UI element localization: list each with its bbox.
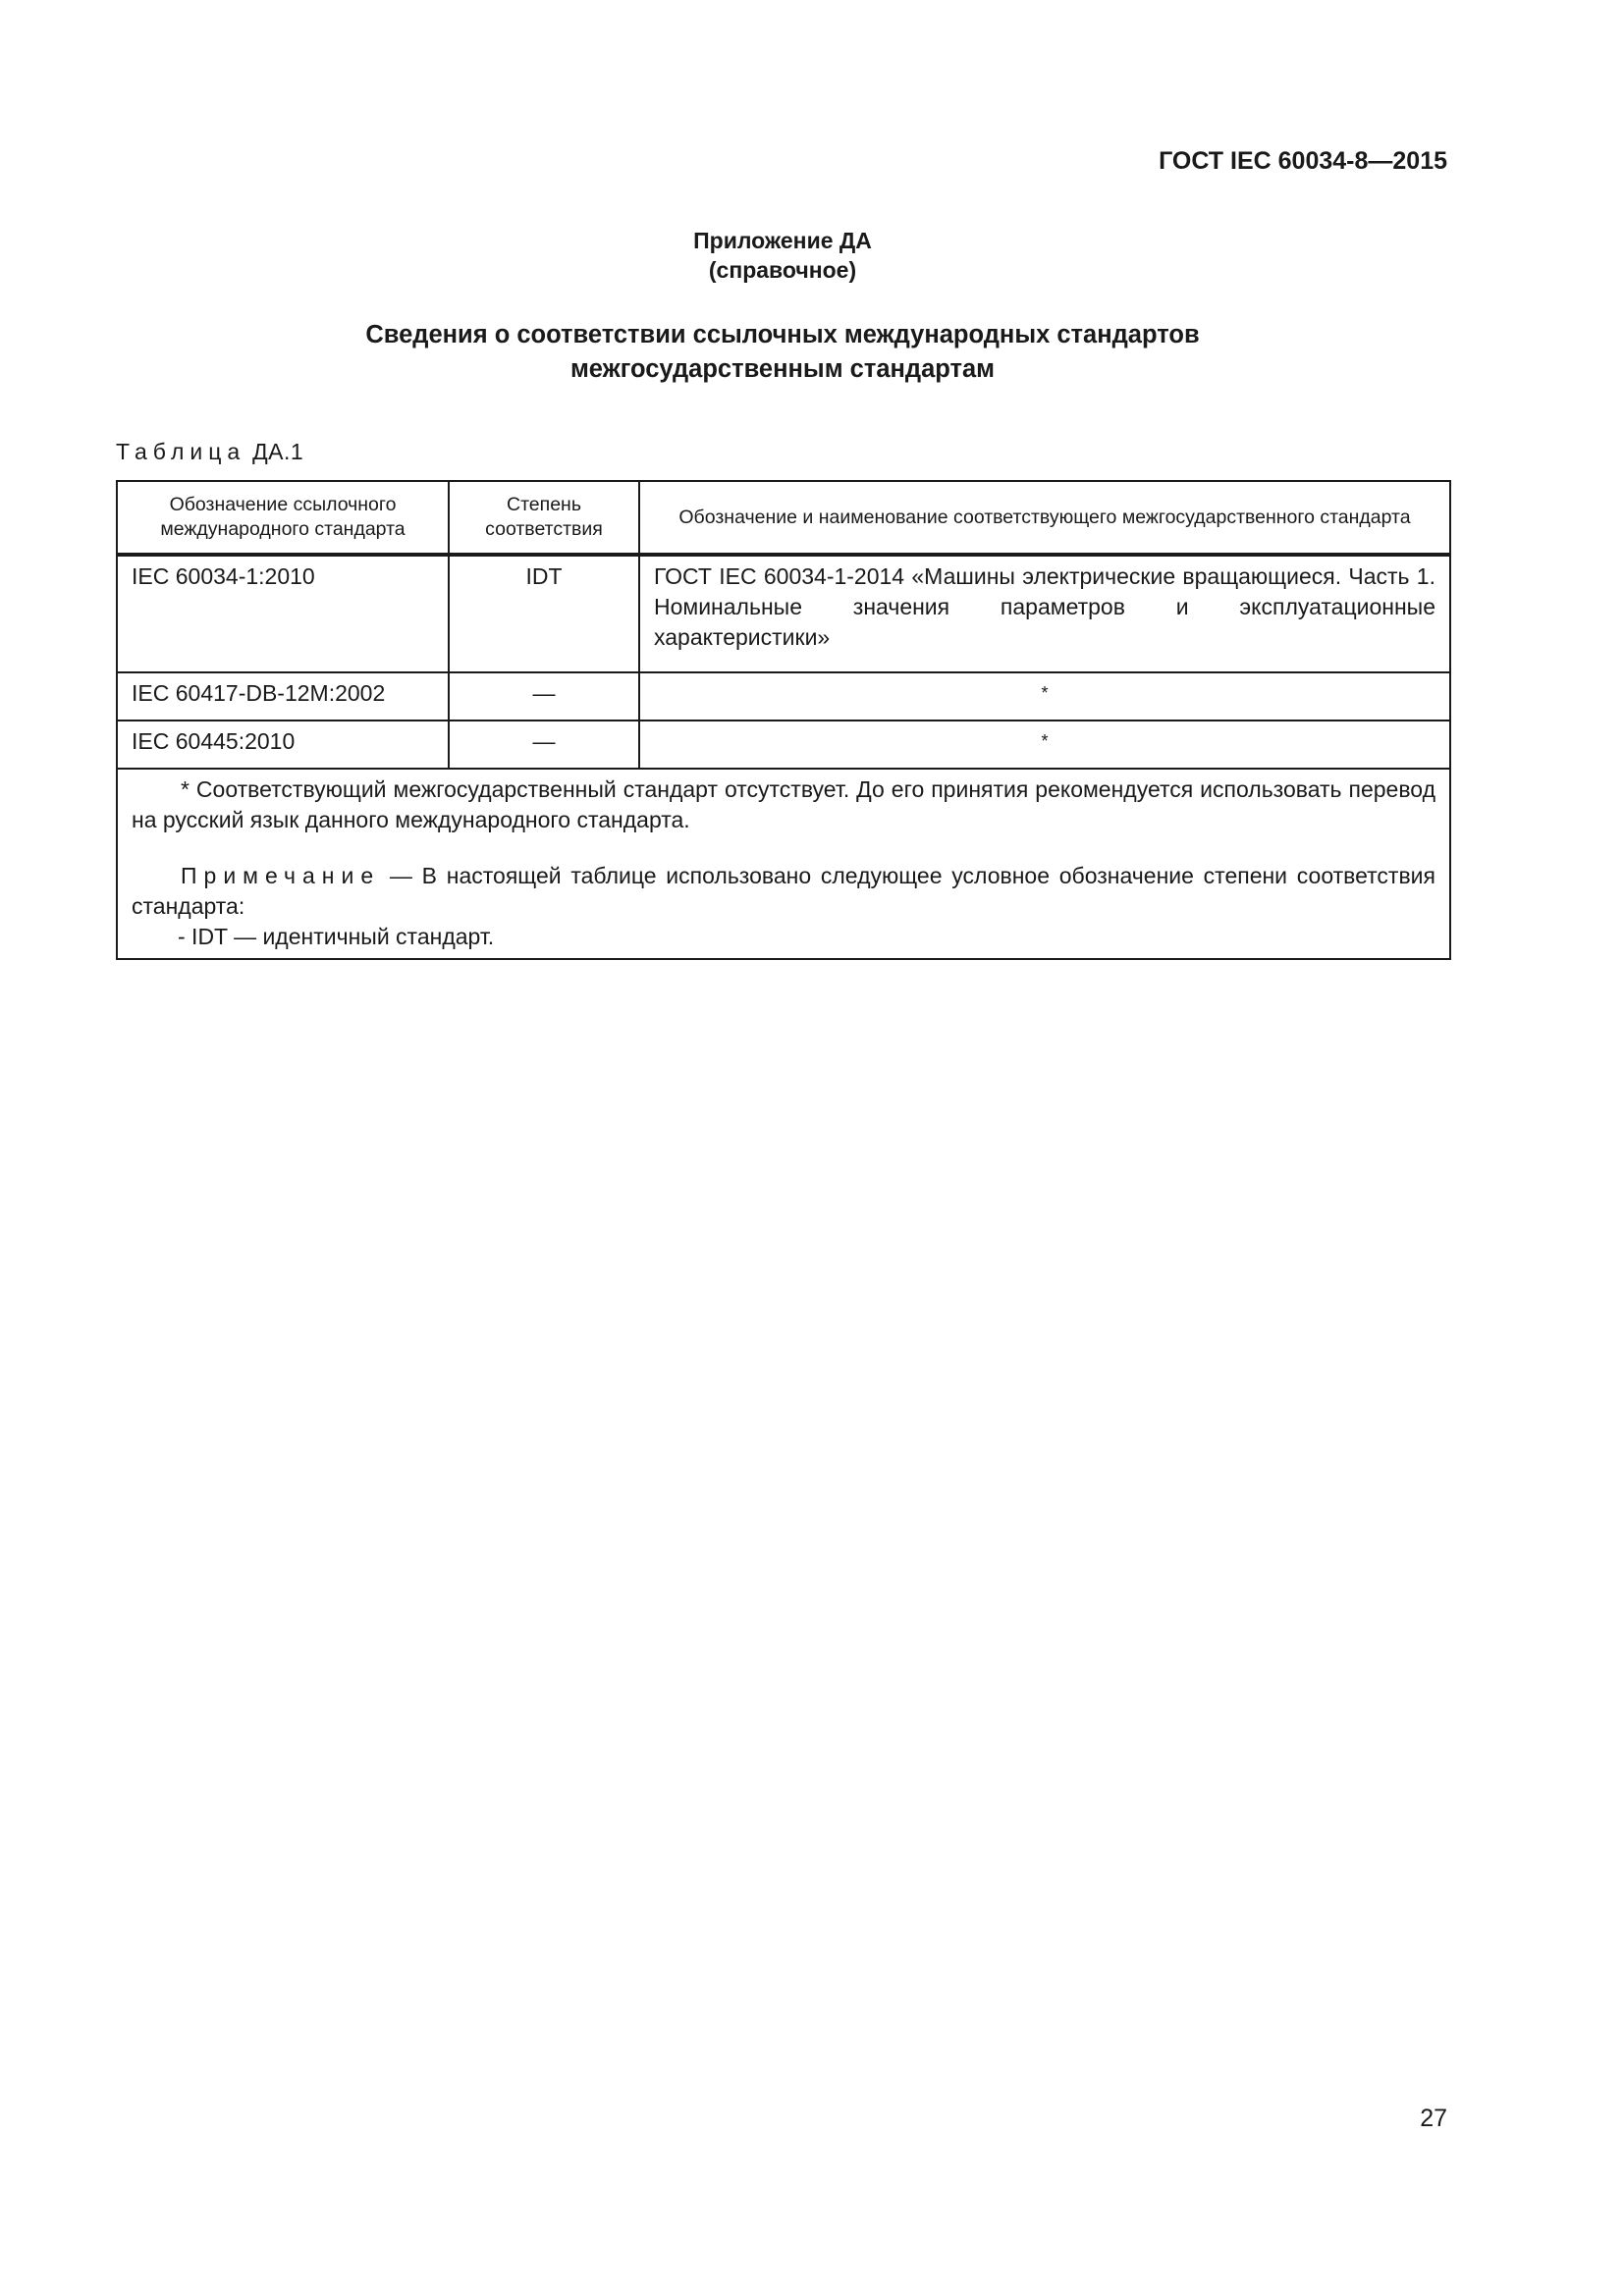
cell-ref-standard: IEC 60417-DB-12M:2002 [117, 672, 449, 721]
table-notes-row [117, 769, 1450, 959]
table-label-number: ДА.1 [252, 439, 304, 464]
cell-national-standard: * [639, 672, 1450, 721]
annex-heading-line-1: Сведения о соответствии ссылочных международных стандартов [365, 321, 1200, 348]
table-row [117, 555, 1450, 672]
table-note [132, 861, 1435, 922]
annex-heading [0, 318, 1565, 387]
annex-name: Приложение ДА [693, 228, 872, 253]
annex-title [0, 226, 1565, 285]
standard-code: ГОСТ IEC 60034-8—2015 [1159, 147, 1447, 175]
cell-ref-standard: IEC 60034-1:2010 [117, 555, 449, 672]
cell-national-standard: ГОСТ IEC 60034-1-2014 «Машины электрические вращающиеся. Часть 1. Номинальные значения параметров и эксплуатационные характеристики» [639, 555, 1450, 672]
header-ref-standard: Обозначение ссылочного международного стандарта [117, 481, 449, 555]
cell-degree: IDT [449, 555, 639, 672]
table-notes [117, 769, 1450, 959]
correspondence-table [116, 480, 1451, 960]
page-number: 27 [1420, 2105, 1447, 2132]
table-header-row [117, 481, 1450, 555]
note-text: — В настоящей таблице использовано следующее условное обозначение степени соответствия стандарта: [132, 863, 1435, 919]
table-footnote: * Соответствующий межгосударственный стандарт отсутствует. До его принятия рекомендуется использовать перевод на русский язык данного международного стандарта. [132, 776, 1435, 832]
note-list-item: - IDT — идентичный стандарт. [178, 924, 495, 949]
table-label-word: Таблица [116, 439, 246, 464]
cell-ref-standard: IEC 60445:2010 [117, 721, 449, 769]
cell-degree: — [449, 721, 639, 769]
header-national-standard: Обозначение и наименование соответствующего межгосударственного стандарта [639, 481, 1450, 555]
header-degree: Степень соответствия [449, 481, 639, 555]
cell-degree: — [449, 672, 639, 721]
cell-national-standard: * [639, 721, 1450, 769]
annex-heading-line-2: межгосударственным стандартам [569, 355, 996, 383]
table-label [116, 439, 303, 465]
table-row [117, 672, 1450, 721]
table-row [117, 721, 1450, 769]
annex-type: (справочное) [708, 257, 857, 283]
note-label: Примечание [181, 863, 381, 888]
